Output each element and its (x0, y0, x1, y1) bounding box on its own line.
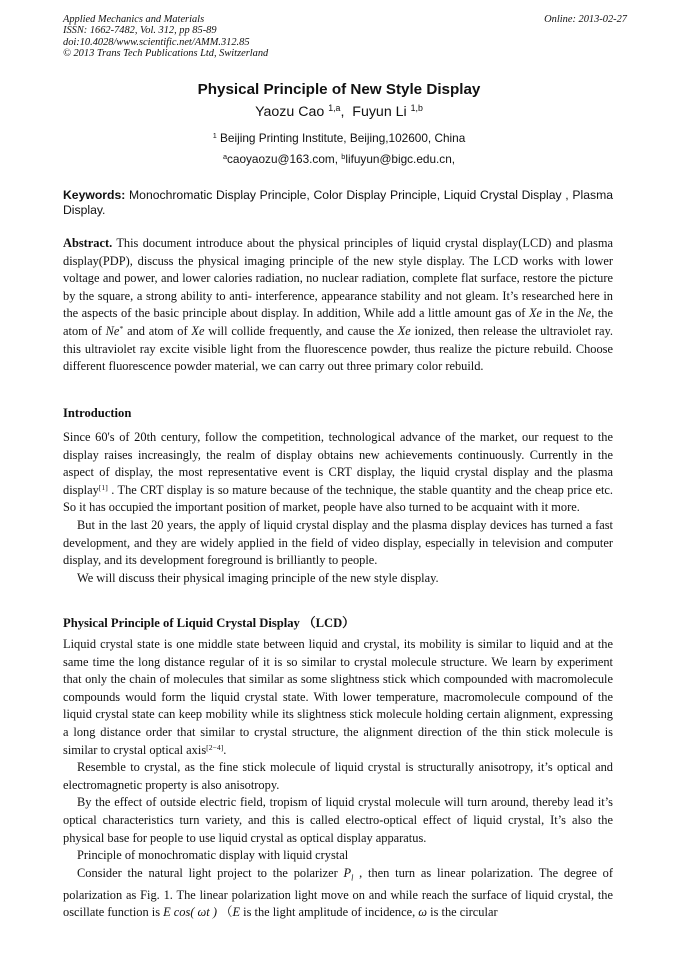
author-affiliation-mark: 1,b (410, 103, 423, 114)
chem-symbol: Xe (528, 306, 543, 321)
section-heading-introduction: Introduction (63, 406, 132, 420)
paragraph-text: is the circular (427, 905, 498, 920)
email-link[interactable]: caoyaozu@163.com, (227, 152, 338, 166)
abstract-text: ionized, then release the ultraviolet ray. this ultraviolet ray excite visible light from the fluorescence powder, thus realize the picture rebuild. Choose different fluorescence powder material, we can carry out three primary color rebuild. (63, 323, 613, 374)
author-name: Fuyun Li (352, 104, 407, 120)
abstract-label: Abstract. (63, 236, 113, 250)
math-symbol: E (232, 905, 241, 920)
keywords (63, 188, 613, 219)
section-heading-lcd: Physical Principle of Liquid Crystal Display （LCD） (63, 616, 355, 630)
paragraph-text: . (223, 742, 227, 757)
math-subscript: l (351, 873, 354, 883)
keywords-label: Keywords: (63, 188, 126, 202)
excited-mark: * (119, 323, 124, 333)
author-affiliation-mark: 1,a (328, 103, 341, 114)
issn-line: ISSN: 1662-7482, Vol. 312, pp 85-89 (63, 25, 217, 37)
paragraph-text: , then turn as linear polarization. The degree of polarization as Fig. 1. The linear polarization light move on and while reach the surface of liquid crystal, the oscillate function is (63, 865, 614, 920)
paragraph-text: Consider the natural light project to the polarizer (77, 865, 344, 880)
paragraph-text: Liquid crystal state is one middle state between liquid and crystal, its mobility is similar to liquid and at the same time the long distance regular of it is so similar to crystal molecule structure. We learn by experiment that only the chain of molecules that similar as some slightness stick which compounded with macromolecule compounds would form the liquid crystal state. With lower temperature, macromolecule compound of the liquid crystal state can keep mobility while its slightness stick molecule holding certain alignment, expressing a long distance order that similar to crystal structure, the alignment direction of the thin stick molecule is similar to crystal optical axis (63, 637, 613, 757)
paragraph-text: . The CRT display is so mature because of the technique, the stable quantity and the cheap price etc. So it has occupied the important position of market, people have also turned to be acquaint with it more. (63, 482, 613, 515)
paragraph: We will discuss their physical imaging principle of the new style display. (77, 570, 439, 585)
affiliation-text: Beijing Printing Institute, Beijing,102600, China (220, 131, 466, 145)
paragraph: Resemble to crystal, as the fine stick molecule of liquid crystal is structurally anisotropy, it’s optical and electromagnetic property is also anisotropy. (63, 760, 613, 792)
journal-header (63, 14, 268, 60)
keywords-text: Monochromatic Display Principle, Color Display Principle, Liquid Crystal Display , Plasma Display. (63, 188, 613, 218)
paper-title: Physical Principle of New Style Display (197, 81, 481, 98)
chem-symbol: Ne (105, 323, 120, 338)
chem-symbol: Ne (577, 306, 592, 321)
chem-symbol: Xe (397, 323, 411, 338)
introduction-body (63, 429, 613, 587)
journal-name: Applied Mechanics and Materials (63, 14, 205, 25)
copyright-line: © 2013 Trans Tech Publications Ltd, Switzerland (63, 48, 269, 60)
abstract (63, 235, 613, 376)
email-link[interactable]: lifuyun@bigc.edu.cn, (345, 152, 456, 166)
chem-symbol: Xe (191, 323, 205, 338)
math-symbol: P (343, 865, 352, 880)
abstract-text: , the atom of (63, 306, 613, 338)
email-mark: b (341, 151, 346, 161)
paragraph-text: （ (216, 905, 233, 920)
math-equation: E cos( ωt ) (163, 905, 217, 920)
paragraph-text: is the light amplitude of incidence, (240, 905, 419, 920)
affiliation-mark: 1 (212, 130, 217, 140)
citation-ref[interactable]: [1] (98, 482, 108, 492)
author-name: Yaozu Cao (255, 104, 325, 120)
author-list: Yaozu Cao $^{1,a}$, Fuyun Li $^{1,b}$ (255, 103, 423, 120)
paragraph (63, 636, 613, 759)
paragraph: But in the last 20 years, the apply of liquid crystal display and the plasma display devices has turned a fast development, and they are widely applied in the field of video display, especially in television and computer display, and its development foreground is brilliantly to people. (63, 517, 613, 568)
abstract-text: and atom of (123, 323, 192, 338)
email-mark: a (222, 151, 227, 161)
email-line (0, 152, 678, 166)
abstract-text: in the (542, 306, 578, 321)
paragraph (63, 865, 613, 922)
paragraph (63, 429, 613, 517)
affiliation (0, 131, 678, 145)
abstract-text: This document introduce about the physical principles of liquid crystal display(LCD) and plasma display(PDP), discuss the physical imaging principle of the new style display. The LCD works with lower voltage and power, and lower calories radiation, no nuclear radiation, complete flat surface, restore the picture by the square, a strong ability to anti- interference, appearance stability and not gleam. It’s researched here in the aspects of the basic principle about display. In addition, While add a little amount gas of (63, 236, 614, 321)
citation-ref[interactable]: [2−4] (206, 742, 224, 752)
abstract-text: will collide frequently, and cause the (204, 323, 398, 338)
paragraph: By the effect of outside electric field, tropism of liquid crystal molecule will turn around, thereby lead it’s optical characteristics turn variety, and this is called electro-optical effect of liquid crystal, It’s also the physical base for people to use liquid crystal as optical display apparatus. (63, 795, 613, 845)
math-symbol: ω (418, 905, 428, 920)
online-date: Online: 2013-02-27 (544, 14, 627, 25)
lcd-section-body (63, 636, 613, 922)
doi-line: doi:10.4028/www.scientific.net/AMM.312.85 (63, 36, 250, 48)
paragraph-text: Since 60's of 20th century, follow the competition, technological advance of the market, our request to the display raises increasingly, the realm of display obtains new achievements continuously. Currently in the aspect of display, the most representative event is CRT display, the liquid crystal display and the plasma display (63, 430, 613, 497)
subsection-title: Principle of monochromatic display with liquid crystal (77, 848, 349, 863)
